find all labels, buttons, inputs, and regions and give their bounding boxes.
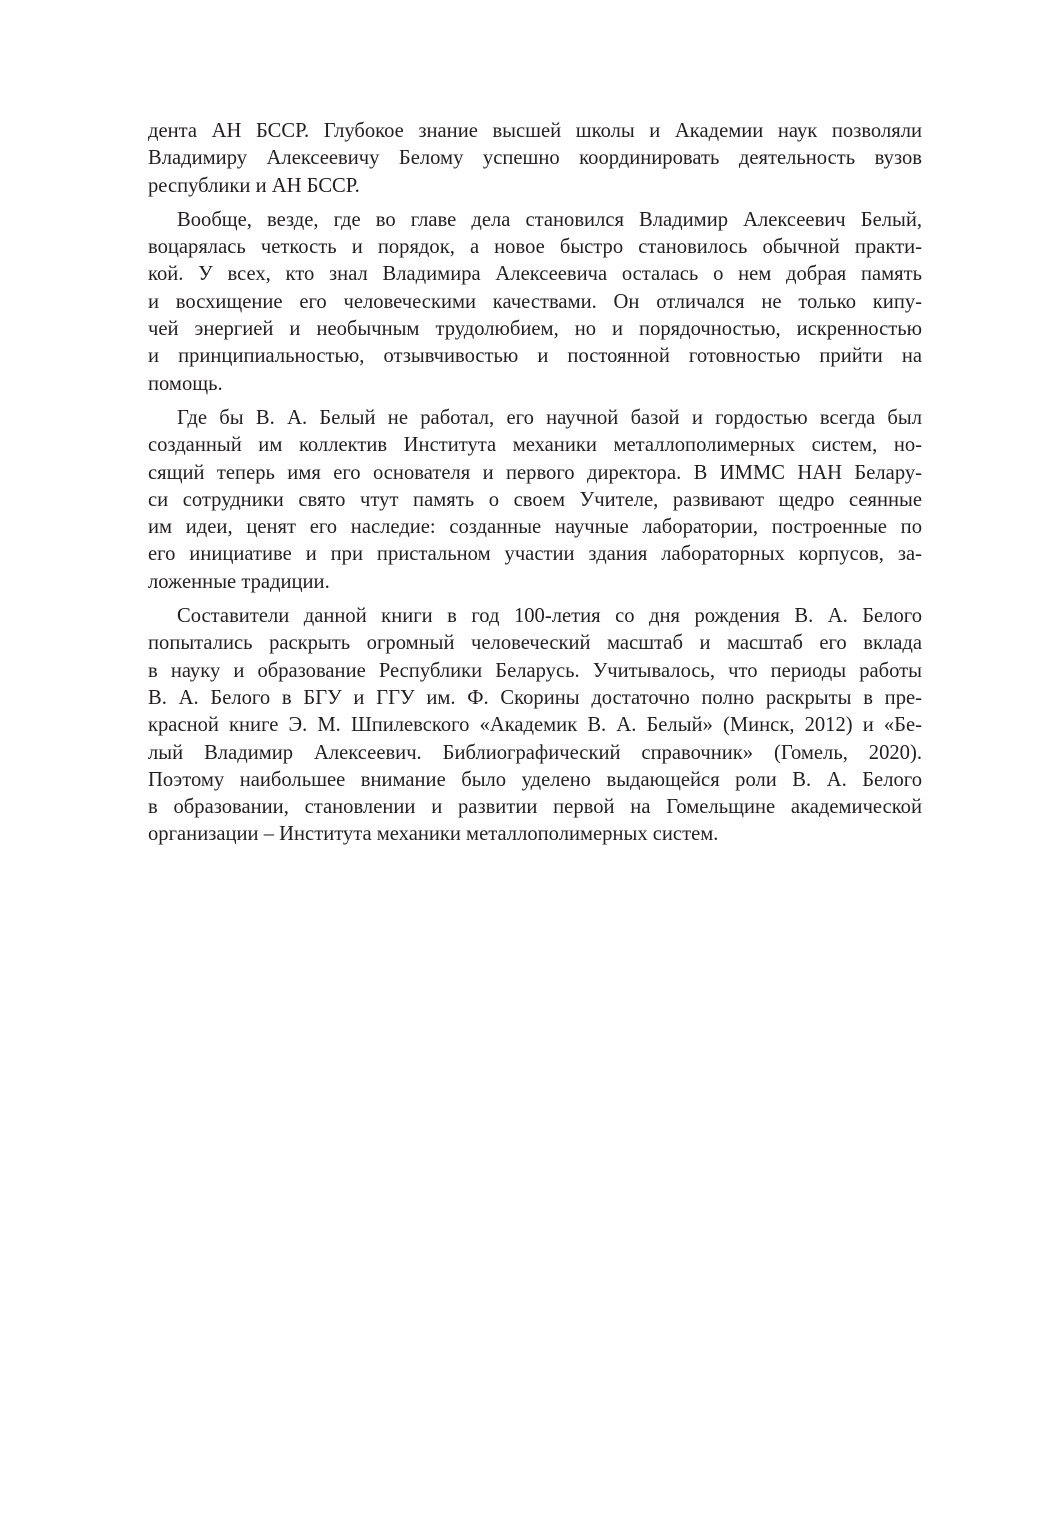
text-line: в науку и образование Республики Беларусь. Учитывалось, что периоды работы [148,659,922,682]
text-line: организации – Института механики металлополимерных систем. [148,823,719,846]
text-line: воцарялась четкость и порядок, а новое быстро становилось обычной практи- [148,236,922,259]
text-line: чей энергией и необычным трудолюбием, но и порядочностью, искренностью [148,318,922,341]
paragraph-2 [148,207,922,398]
text-line: помощь. [148,372,223,395]
text-line: его инициативе и при пристальном участии здания лабораторных корпусов, за- [148,543,922,566]
text-line: в образовании, становлении и развитии первой на Гомельщине академической [148,796,922,819]
text-line: лый Владимир Алексеевич. Библиографический справочник» (Гомель, 2020). [148,741,922,764]
text-line: сящий теперь имя его основателя и первого директора. В ИММС НАН Белару- [148,461,922,484]
text-line: В. А. Белого в БГУ и ГГУ им. Ф. Скорины достаточно полно раскрыты в пре- [148,686,922,709]
paragraph-3 [148,405,922,596]
text-line: попытались раскрыть огромный человеческий масштаб и масштаб его вклада [148,632,922,655]
text-line: созданный им коллектив Института механики металлополимерных систем, но- [148,434,922,457]
text-line: кой. У всех, кто знал Владимира Алексеевича осталась о нем добрая память [148,263,922,286]
text-line: си сотрудники свято чтут память о своем Учителе, развивают щедро сеянные [148,488,922,511]
text-line: дента АН БССР. Глубокое знание высшей школы и Академии наук позволяли [148,120,922,142]
text-line: Где бы В. А. Белый не работал, его научной базой и гордостью всегда был [177,406,922,429]
text-line: и восхищение его человеческими качествами. Он отличался не только кипу- [148,290,922,313]
text-line: Составители данной книги в год 100-летия со дня рождения В. А. Белого [177,605,922,628]
text-line: им идеи, ценят его наследие: созданные научные лаборатории, построенные по [148,516,922,539]
text-line: Поэтому наибольшее внимание было уделено выдающейся роли В. А. Белого [148,768,922,791]
text-line: Владимиру Алексеевичу Белому успешно координировать деятельность вузов [148,147,922,170]
page-body [148,118,922,856]
text-line: красной книге Э. М. Шпилевского «Академик В. А. Белый» (Минск, 2012) и «Бе- [148,714,922,737]
text-line: и принципиальностью, отзывчивостью и постоянной готовностью прийти на [148,345,922,368]
text-line: ложенные традиции. [148,570,330,593]
text-line: республики и АН БССР. [148,174,360,197]
paragraph-1 [148,118,922,200]
text-line: Вообще, везде, где во главе дела становился Владимир Алексеевич Белый, [177,208,922,231]
paragraph-4 [148,603,922,849]
